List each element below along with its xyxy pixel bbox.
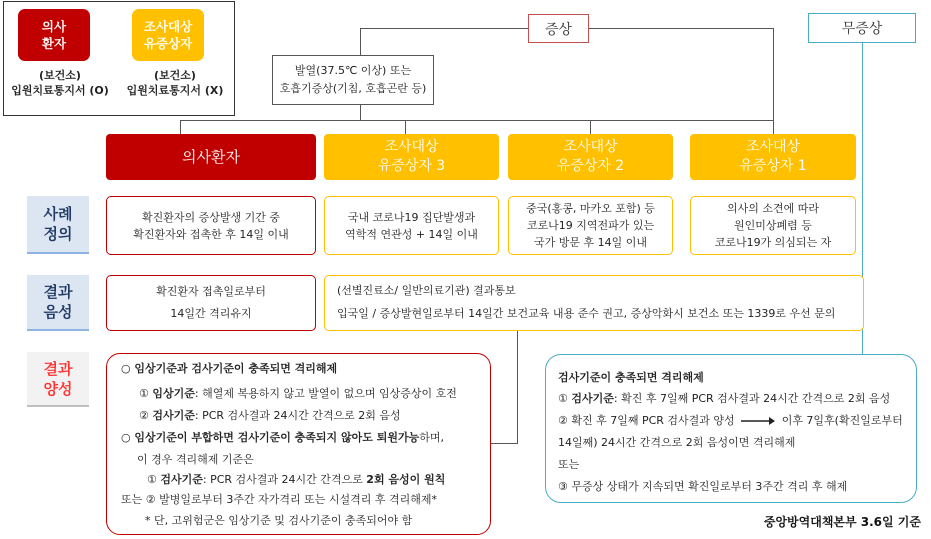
asymptomatic-box: 무증상 [808,13,916,43]
connector-fever-down [360,105,361,120]
connector-symptom-right [589,28,774,29]
negative-patient: 확진환자 접촉일로부터 14일간 격리유지 [106,275,316,331]
row-label-definition: 사례 정의 [27,196,89,254]
arrow-right-icon [740,416,776,426]
connector-right-down [773,28,774,134]
category-suspect-3: 조사대상 유증상자 3 [324,134,499,180]
legend-panel [3,1,235,116]
pa-line-3: ② 확진 후 7일째 PCR 검사결과 양성 이후 7일후(확진일로부터 [558,414,903,427]
definition-suspect-2: 중국(홍콩, 마카오 포함) 등 코로나19 지역전파가 있는 국가 방문 후 14일 이내 [508,196,673,255]
ps-line-5: 이 경우 격리해제 기준은 [137,453,254,466]
ps-line-7: 또는 ② 발병일로부터 3주간 자가격리 또는 시설격리 후 격리해제* [121,493,437,506]
connector-cat2 [405,120,406,134]
footer-source: 중앙방역대책본부 3.6일 기준 [763,515,921,529]
ps-line-8: * 단, 고위험군은 임상기준 및 검사기준이 충족되어야 함 [145,514,413,527]
category-suspect-2: 조사대상 유증상자 2 [508,134,673,180]
pa-line-1: 검사기준이 충족되면 격리해제 [558,371,704,384]
connector-cat3 [590,120,591,134]
category-patient: 의사환자 [106,134,316,180]
connector-horizontal-bar [180,120,774,121]
legend-patient-chip: 의사 환자 [18,9,90,61]
row-label-negative: 결과 음성 [27,275,89,331]
pa-line-5: 또는 [558,458,580,471]
ps-line-6: ① 검사기준: PCR 검사결과 24시간 간격으로 2회 음성이 원칙 [147,473,446,486]
ps-line-4: ○ 임상기준이 부합하면 검사기준이 충족되지 않아도 퇴원가능하며, [121,431,444,444]
negative-suspect-line1: (선별진료소/ 일반의료기관) 결과통보 [337,284,516,297]
positive-asymptomatic-box [545,354,917,503]
positive-symptomatic-box [106,353,491,535]
definition-suspect-1: 의사의 소견에 따라 원인미상폐렴 등 코로나19가 의심되는 자 [690,196,856,255]
legend-suspect-chip: 조사대상 유증상자 [132,9,204,61]
definition-patient: 확진환자의 증상발생 기간 중 확진환자와 접촉한 후 14일 이내 [106,196,316,255]
definition-suspect-3: 국내 코로나19 집단발생과 역학적 연관성 + 14일 이내 [324,196,499,255]
connector-fever-up [360,28,361,55]
connector-symptom-left [360,28,528,29]
negative-suspect [324,275,864,331]
fever-criteria-box: 발열(37.5℃ 이상) 또는 호흡기증상(기침, 호흡곤란 등) [272,55,434,105]
connector-cat1 [180,120,181,134]
pa-line-2: ① 검사기준: 확진 후 7일째 PCR 검사결과 24시간 간격으로 2회 음성 [558,392,891,405]
symptom-box: 증상 [528,14,589,43]
connector-positive-horizontal [488,443,518,444]
ps-line-3: ② 검사기준: PCR 검사결과 24시간 간격으로 2회 음성 [139,409,401,422]
pa-line-4: 14일째) 24시간 간격으로 2회 음성이면 격리해제 [558,436,796,449]
pa-line-6: ③ 무증상 상태가 지속되면 확진일로부터 3주간 격리 후 해제 [558,480,848,493]
negative-suspect-line2: 입국일 / 증상발현일로부터 14일간 보건교육 내용 준수 권고, 증상악화시 보건소 또는 1339로 우선 문의 [337,307,836,320]
ps-line-2: ① 임상기준: 해열제 복용하지 않고 발열이 없으며 임상증상이 호전 [139,387,457,400]
ps-line-1: ○ 임상기준과 검사기준이 충족되면 격리해제 [121,362,338,375]
category-suspect-1: 조사대상 유증상자 1 [690,134,856,180]
connector-positive-vertical [517,331,518,444]
legend-suspect-note: (보건소) 입원치료통지서 (X) [126,69,224,97]
row-label-positive: 결과 양성 [27,352,89,407]
legend-patient-note: (보건소) 입원치료통지서 (O) [11,69,109,97]
